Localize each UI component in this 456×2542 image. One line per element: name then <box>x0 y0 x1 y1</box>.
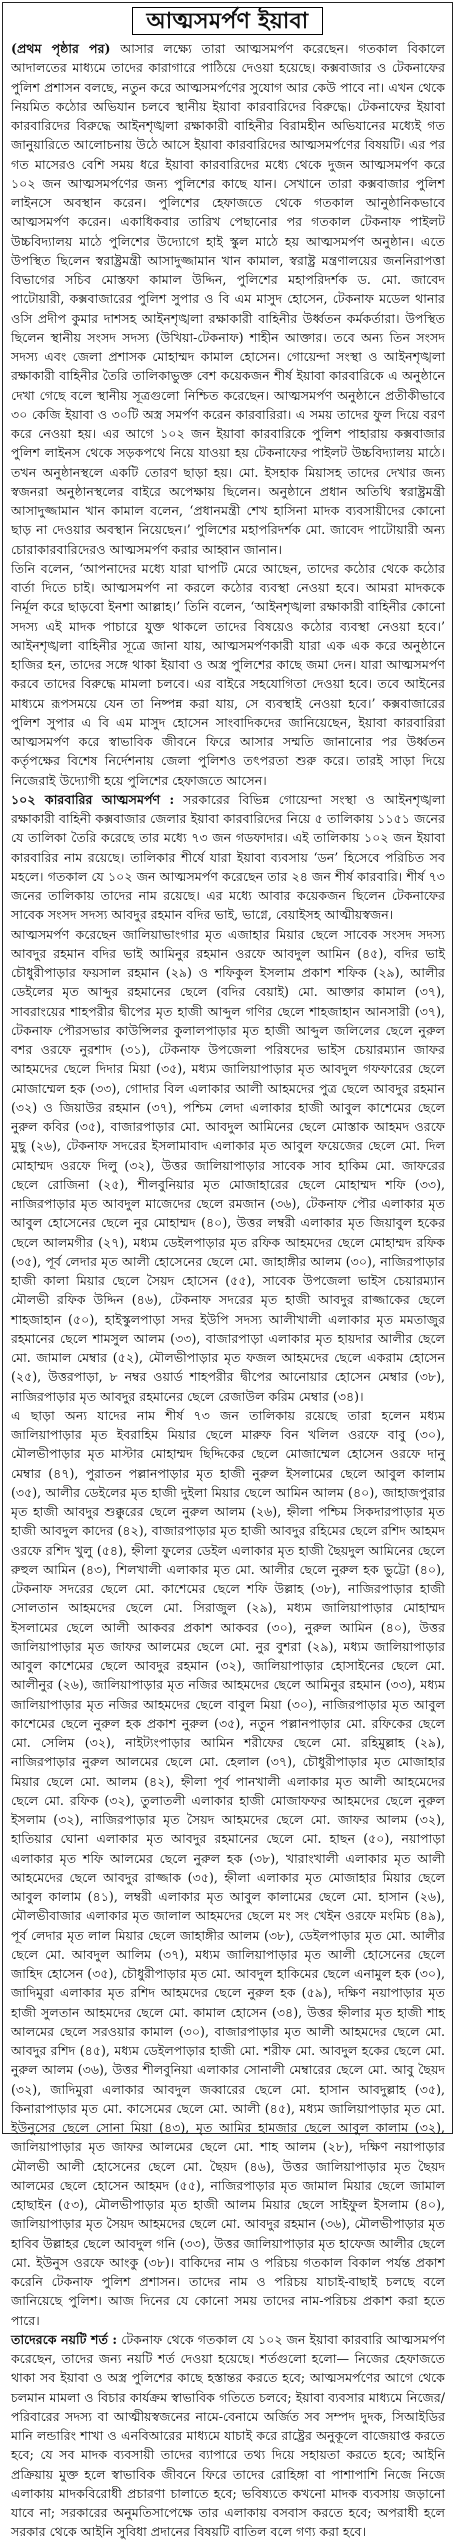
article-paragraph <box>11 559 445 790</box>
paragraph-text: আসার লক্ষ্যে তারা আত্মসমর্পণ করেছেন। গতকাল বিকালে আদালতের মাধ্যমে তাদের কারাগারে পাঠিয়ে দেওয়া হয়েছে। কক্সবাজার ও টেকনাফের পুলিশ প্রশাসন বলছে, নতুন করে আত্মসমর্পণের সুযোগ আর কেউ পাবে না। এখন থেকে নিয়মিত কঠোর অভিযান চলবে স্থানীয় ইয়াবা কারবারিদের বিরুদ্ধে। টেকনাফের ইয়াবা কারবারিদের বিরুদ্ধে আইনশৃঙ্খলা রক্ষাকারী বাহিনীর বিরামহীন অভিযানের মধ্যেই গত জানুয়ারিতে আলোচনায় উঠে আসে ইয়াবা কারবারিদের আত্মসমর্পণের বিষয়টি। এর পর গত মাসেরও বেশি সময় ধরে ইয়াবা কারবারিদের মধ্যে থেকে দুজন আত্মসমর্পণ করে ১০২ জন আত্মসমর্পণের জন্য পুলিশের কাছে যান। সেখানে তারা কক্সবাজার পুলিশ লাইনসে অবস্থান করেন। পুলিশের হেফাজতে থেকে গতকাল আনুষ্ঠানিকভাবে আত্মসমর্পণ করেন। একাধিকবার তারিখ পেছানোর পর গতকাল টেকনাফ পাইলট উচ্চবিদ্যালয় মাঠে পুলিশের উদ্যোগে হাই স্কুল মাঠে হয় আত্মসমর্পণ অনুষ্ঠান। এতে উপস্থিত ছিলেন স্বরাষ্ট্রমন্ত্রী আসাদুজ্জামান খান কামাল, স্বরাষ্ট্র মন্ত্রণালয়ের জননিরাপত্তা বিভাগের সচিব মোস্তফা কামাল উদ্দিন, পুলিশের মহাপরিদর্শক ড. মো. জাবেদ পাটোয়ারী, কক্সবাজারের পুলিশ সুপার ও বি এম মাসুদ হোসেন, টেকনাফ মডেল থানার ওসি প্রদীপ কুমার দাশসহ আইনশৃঙ্খলা রক্ষাকারী বাহিনীর উর্ধ্বতন কর্মকর্তারা। উপস্থিত ছিলেন স্থানীয় সংসদ সদস্য (উখিয়া-টেকনাফ) শাহীন আক্তার। তবে অন্য তিন সংসদ সদস্য এবং জেলা প্রশাসক মোহাম্মদ কামাল হোসেন। গোয়েন্দা সংস্থা ও আইনশৃঙ্খলা রক্ষাকারী বাহিনীর তৈরি তালিকাভুক্ত বেশ কয়েকজন শীর্ষ ইয়াবা কারবারিকে এ অনুষ্ঠানে দেখা গেছে বলে স্থানীয় সূত্রগুলো নিশ্চিত করেছেন। আত্মসমর্পণ অনুষ্ঠানে প্রতীকীভাবে ৩০ কেজি ইয়াবা ও ৩০টি অস্ত্র সমর্পণ করেন কারবারিরা। এ সময় তাদের ফুল দিয়ে বরণ করে নেওয়া হয়। এর আগে ১০২ জন ইয়াবা কারবারিকে পুলিশ পাহারায় কক্সবাজার পুলিশ লাইনস থেকে সড়কপথে নিয়ে যাওয়া হয় টেকনাফের পাইলট উচ্চবিদ্যালয় মাঠে। তখন অনুষ্ঠানস্থলে একটি তোরণ ছাড়া হয়। মো. ইসহাক মিয়াসহ তাদের দেখার জন্য স্বজনরা অনুষ্ঠানস্থলের বাইরে অপেক্ষায় ছিলেন। অনুষ্ঠানে প্রধান অতিথি স্বরাষ্ট্রমন্ত্রী আসাদুজ্জামান খান কামাল বলেন, ‘প্রধানমন্ত্রী শেখ হাসিনা মাদক ব্যবসায়ীদের কোনো ছাড় না দেওয়ার অবস্থান নিয়েছেন।’ পুলিশের মহাপরিদর্শক মো. জাবেদ পাটোয়ারী অন্য চোরাকারবারিদেরও আত্মসমর্পণ করার আহ্বান জানান। <box>11 41 445 557</box>
paragraph-text: এ ছাড়া অন্য যাদের নাম শীর্ষ ৭৩ জন তালিকায় রয়েছে তারা হলেন মধ্যম জালিয়াপাড়ার মৃত ইবরাহিম মিয়ার ছেলে মারুফ বিন খলিল ওরফে বাবু (৩০), মৌলভীপাড়ার মৃত মাস্টার মোহাম্মদ ছিদ্দিকের ছেলে মোজাম্মেল হোসেন ওরফে দানু মেম্বার (৪৭), পুরাতন পল্লানপাড়ার মৃত হাজী নুরুল ইসলামের ছেলে আবুল কালাম (৩৫), আলীর ডেইলের মৃত হাজী দুইলা মিয়ার ছেলে আমিন আলম (৪০), জাহাজপুরার মৃত হাজী আবদুর শুক্কুরের ছেলে নুরুল আলম (২৬), হ্নীলা পশ্চিম সিকদারপাড়ার মৃত হাজী আবদুল কাদের (৪২), বাজারপাড়ার মৃত হাজী আবদুর রহিমের ছেলে রশিদ আহমদ ওরফে রশিদ খুলু (৫৪), হ্নীলা ফুলের ডেইল এলাকার মৃত হাজী ছৈয়দুল আমিনের ছেলে রুহুল আমিন (৪৩), শিলখালী এলাকার মৃত মো. আলীর ছেলে নুরুল হক ভুট্টো (৪০), টেকনাফ সদরের ছেলে মো. কাশেমের ছেলে শফি উল্লাহ (৩৮), নাজিরপাড়ার হাজী সোলতান আহমদের ছেলে মো. সিরাজুল (২৯), মধ্যম জালিয়াপাড়ার মোহাম্মদ ইসলামের ছেলে আলী আকবর প্রকাশ আকবর (৩০), নুরুল আমিন (৪০), উত্তর জালিয়াপাড়ার মৃত জাফর আলমের ছেলে মো. নুর বুশরা (২৯), মধ্যম জালিয়াপাড়ার আবুল কাশেমের ছেলে আবদুর রহমান (৩২), জালিয়াপাড়ার হোসাইনের ছেলে মো. আলীনুর (২৬), জালিয়াপাড়ার মৃত নজির আহমদের ছেলে আমিনুর রহমান (৩৩), মধ্যম জালিয়াপাড়ার মৃত নজির আহমদের ছেলে বাবুল মিয়া (৩০), নাজিরপাড়ার মৃত আবুল কাশেমের ছেলে নুরুল হক প্রকাশ নুরুল (৩৫), নতুন পল্লানপাড়ার মো. রফিকের ছেলে মো. সেলিম (৩২), নাইট্যংপাড়ার আমিন শরীফের ছেলে মো. রহিমুল্লাহ (২৯), নাজিরপাড়ার নুরুল আলমের ছেলে মো. হেলাল (৩৭), চৌধুরীপাড়ার মৃত মোজাহার মিয়ার ছেলে মো. আলম (৪২), হ্নীলা পূর্ব পানখালী এলাকার মৃত আলী আহমেদের ছেলে মো. রফিক (৩২), তুলাতলী এলাকার হাজী মোজাফফর আহমদের ছেলে নুরুল ইসলাম (৩২), নাজিরপাড়ার মৃত সৈয়দ আহমদের ছেলে মো. জাফর আলম (৩২), হাতিয়ার ঘোনা এলাকার মৃত আবদুর রহমানের ছেলে মো. হাছন (৫০), নয়াপাড়া এলাকার মৃত শফি আলমের ছেলে নুরুল হক (৩৮), খারাংখালী এলাকার মৃত আলী আহমেদের ছেলে আবদুর রাজ্জাক (৩৫), হ্নীলা এলাকার মৃত মোজাহার মিয়ার ছেলে আবুল কালাম (৪১), লম্বরী এলাকার মৃত আবুল কালামের ছেলে মো. হাসান (২৬), মৌলভীবাজার এলাকার মৃত জালাল আহমদের ছেলে মং সং খেইন ওরফে মংমিচ (৪৯), পূর্ব লেদার মৃত লাল মিয়ার ছেলে জাহাঙ্গীর আলম (৩৮), ডেইলপাড়ার মৃত মো. আলীর ছেলে মো. আবদুল আলিম (৩৭), মধ্যম জালিয়াপাড়ার মৃত আলী হোসেনের ছেলে জাহিদ হোসেন (৩৫), চৌধুরীপাড়ার মৃত মো. আবদুল হাকিমের ছেলে এনামুল হক (৩০), জাদিমুরা এলাকার মৃত রশিদ আহমদের ছেলে নুরুল হক (৫৯), দক্ষিণ নয়াপাড়ার মৃত হাজী সুলতান আহমদের ছেলে মো. কামাল হোসেন (৩৪), উত্তর হ্নীলার মৃত হাজী শাহ আলমের ছেলে সরওয়ার কামাল (৩০), বাজারপাড়ার মৃত আলী আহমদের ছেলে মো. আবদুর রশিদ (৪৫), মধ্যম ডেইলপাড়ার হাজী মো. শরীফ মো. আবদুল হকের ছেলে মো. নুরুল আলম (৩৬), উত্তর শীলবুনিয়া এলাকার সোনালী মেম্বারের ছেলে মো. আবু ছৈয়দ (৩২), জাদিমুরা এলাকার আবদুল জব্বারের ছেলে মো. হাসান আবদুল্লাহ (৩৫), কিনারাপাড়ার মৃত মো. কাসেমের ছেলে মো. আলী (৪৫), মধ্যম জালিয়াপাড়ার মৃত মো. ইউনুসের ছেলে সোনা মিয়া (৪৩), মৃত আমির হামজার ছেলে আবুল কালাম (৩২), জালিয়াপাড়ার মৃত জাফর আলমের ছেলে মো. শাহ আলম (২৮), দক্ষিণ নয়াপাড়ার মৌলভী আলী হোসেনের ছেলে মো. ছৈয়দ (৪৬), উত্তর জালিয়াপাড়ার মৃত ছৈয়দ আলমের ছেলে হোসেন আহমদ (৫৫), নাজিরপাড়ার মৃত জামাল মিয়ার ছেলে জামাল হোছাইন (৫৩), মৌলভীপাড়ার মৃত হাজী আলম মিয়ার ছেলে সাইফুল ইসলাম (৪০), জালিয়াপাড়ার মৃত সৈয়দ আহমদের ছেলে মো. আবদুর রহমান (৩৬), মৌলভীপাড়ার মৃত হাবিব উল্লাহর ছেলে আবদুল গনি (৩৩), উত্তর জালিয়াপাড়ার মৃত হাফেজ আলীর ছেলে মো. ইউনুস ওরফে আংকু (৩৮)। বাকিদের নাম ও পরিচয় গতকাল বিকাল পর্যন্ত প্রকাশ করেনি টেকনাফ পুলিশ প্রশাসন। তাদের নাম ও পরিচয় যাচাই-বাছাই চলছে বলে জানিয়েছে পুলিশ। আজ দিনের যে কোনো সময় তাদের নাম-পরিচয় প্রকাশ করা হতে পারে। <box>11 1407 445 2328</box>
article-paragraph <box>11 39 445 559</box>
paragraph-text: টেকনাফ থেকে গতকাল যে ১০২ জন ইয়াবা কারবারি আত্মসমর্পণ করেছেন, তাদের জন্য নয়টি শর্ত দেওয়া হয়েছে। শর্তগুলো হলো— নিজের হেফাজতে থাকা সব ইয়াবা ও অস্ত্র পুলিশের কাছে হস্তান্তর করতে হবে; আত্মসমর্পণের আগে থেকে চলমান মামলা ও বিচার কার্যক্রম স্বাভাবিক গতিতে চলবে; ইয়াবা ব্যবসার মাধ্যমে নিজের/পরিবারের সদস্য বা আত্মীয়স্বজনের নামে-বেনামে অর্জিত সব সম্পদ দুদক, সিআইডির মানি লন্ডারিং শাখা ও এনবিআরের মাধ্যমে যাচাই করে রাষ্ট্রের অনুকূলে বাজেয়াপ্ত করতে হবে; যে সব মাদক ব্যবসায়ী তাদের ব্যাপারে তথ্য দিয়ে সহায়তা করতে হবে; আইনি প্রক্রিয়ায় মুক্ত হলে স্বাভাবিক জীবনে ফিরে তাদের রোহিঙ্গা বা পাশাপাশি নিজে নিজে এলাকায় মাদকবিরোধী প্রচারণা চালাতে হবে; ভবিষ্যতে কখনো মাদক ব্যবসায় জড়ানো যাবে না; সরকারের অনুমতিসাপেক্ষে তার এলাকায় বসবাস করতে হবে; অপরাধী হলে সরকার থেকে আইনি সুবিধা প্রদানের বিষয়টি বাতিল বলে গণ্য করা হবে। <box>11 2331 445 2540</box>
paragraph-text: সরকারের বিভিন্ন গোয়েন্দা সংস্থা ও আইনশৃঙ্খলা রক্ষাকারী বাহিনী কক্সবাজার জেলার ইয়াবা কারবারিদের নিয়ে ৫ তালিকায় ১১৫১ জনের যে তালিকা তৈরি করেছে তার মধ্যে ৭৩ জন গডফাদার। এই তালিকায় ১০২ জন ইয়াবা কারবারির নাম রয়েছে। তালিকার শীর্ষে যারা ইয়াবা ব্যবসায় ‘ডন’ হিসেবে পরিচিত সব মহলে। গতকাল যে ১০২ জন আত্মসমর্পণ করেছেন তার ২৪ জন শীর্ষ কারবারি। শীর্ষ ৭৩ জনের তালিকায় তাদের নাম রয়েছে। এর মধ্যে আবার কয়েকজন ছিলেন টেকনাফের সাবেক সংসদ সদস্য আবদুর রহমান বদির ভাই, ভাগ্নে, বেয়াইসহ আত্মীয়স্বজন। <box>11 791 445 923</box>
section-subhead: তাদেরকে নয়টি শর্ত : <box>11 2331 118 2347</box>
paragraph-text: আত্মসমর্পণ করেছেন জালিয়াভাংগার মৃত এজাহার মিয়ার ছেলে সাবেক সংসদ সদস্য আবদুর রহমান বদির ভাই আমিনুর রহমান ওরফে আবদুল আমিন (৪৫), বদির ভাই চৌধুরীপাড়ার ফয়সাল রহমান (২৯) ও শফিকুল ইসলাম প্রকাশ শফিক (২৯), আলীর ডেইলের মৃত আব্দুর রহমানের ছেলে (বদির বেয়াই) মো. আক্তার কামাল (৩৭), সাবরাংয়ের শাহপরীর দ্বীপের মৃত হাজী আব্দুল গণির ছেলে শাহজাহান আনসারী (৩৭), টেকনাফ পৌরসভার কাউন্সিলর কুলালপাড়ার মৃত হাজী আব্দুল জলিলের ছেলে নুরুল বশর ওরফে নুরশাদ (৩১), টেকনাফ উপজেলা পরিষদের ভাইস চেয়ারম্যান জাফর আহমদের ছেলে দিদার মিয়া (৩৫), মধ্যম জালিয়াপাড়ার মৃত আবদুল গফফারের ছেলে মোজাম্মেল হক (৩৩), গোদার বিল এলাকার আলী আহমদের পুত্র ছেলে আবদুর রহমান (৩২) ও জিয়াউর রহমান (৩৭), পশ্চিম লেদা এলাকার হাজী আবুল কাশেমের ছেলে নুরুল কবির (৩৫), বাজারপাড়ার মো. আবদুল আমিনের ছেলে মোস্তাক আহমদ ওরফে মুছু (২৬), টেকনাফ সদরের ইসলামাবাদ এলাকার মৃত আবুল ফয়েজের ছেলে মো. দিল মোহাম্মদ ওরফে দিলু (৩২), উত্তর জালিয়াপাড়ার সাবেক সাব হাকিম মো. জাফরের ছেলে রোজিনা (২৫), শীলবুনিয়ার মৃত মোজাহারের ছেলে মোহাম্মদ শফি (৩৩), নাজিরপাড়ার মৃত আবদুল মাজেদের ছেলে রমজান (৩৬), টেকনাফ পৌর এলাকার মৃত আবুল হোসেনের ছেলে নুর মোহাম্মদ (৪০), উত্তর লম্বরী এলাকার মৃত জিয়াবুল হকের ছেলে আলমগীর (২৭), মধ্যম ডেইলপাড়ার মৃত রফিক আহমদের ছেলে মোহাম্মদ রফিক (৩৫), পূর্ব লেদার মৃত আলী হোসেনের ছেলে মো. জাহাঙ্গীর আলম (৩০), নাজিরপাড়ার হাজী কালা মিয়ার ছেলে সৈয়দ হোসেন (৫৫), সাবেক উপজেলা ভাইস চেয়ারম্যান মৌলভী রফিক উদ্দিন (৪৬), টেকনাফ সদরের মৃত হাজী আবদুর রাজ্জাকের ছেলে শাহজাহান (৫০), হাইস্কুলপাড়া সদর ইউপি সদস্য আলীখালী এলাকার মৃত মমতাজুর রহমানের ছেলে শামসুল আলম (৩৩), বাজারপাড়া এলাকার মৃত হায়দার আলীর ছেলে মো. জামাল মেম্বার (৫২), মৌলভীপাড়ার মৃত ফজল আহমদের ছেলে একরাম হোসেন (২৫), উত্তরপাড়া, ৮ নম্বর ওয়ার্ড শাহপরীর দ্বীপের আনোয়ার হোসেন মেম্বার (৩৮), নাজিরপাড়ার মৃত আবদুর রহমানের ছেলে রেজাউল করিম মেম্বার (৩৪)। <box>11 926 445 1404</box>
newspaper-clipping <box>2 2 453 2540</box>
section-subhead: ১০২ কারবারির আত্মসমর্পণ : <box>11 791 175 807</box>
paragraph-text: তিনি বলেন, ‘আপনাদের মধ্যে যারা ঘাপটি মেরে আছেন, তাদের কঠোর থেকে কঠোর বার্তা দিতে চাই। আত্মসমর্পণ না করলে কঠোর ব্যবস্থা নেওয়া হবে। আমরা মাদককে নির্মূল করে ছাড়বো ইনশা আল্লাহ।’ তিনি বলেন, ‘আইনশৃঙ্খলা রক্ষাকারী বাহিনীর কোনো সদস্য এই মাদক পাচারে যুক্ত থাকলে তাদের বিষয়েও কঠোর ব্যবস্থা নেওয়া হবে।’ আইনশৃঙ্খলা বাহিনীর সূত্রে জানা যায়, আত্মসমর্পণকারী যারা এক এক করে অনুষ্ঠানে হাজির হন, তাদের সঙ্গে থাকা ইয়াবা ও অস্ত্র পুলিশের কাছে জমা দেন। যারা আত্মসমর্পণ করবে তাদের বিরুদ্ধে মামলা চলবে। এর বাইরে সহযোগিতা দেওয়া হবে। তবে আইনের মাধ্যমে রূপসময়ে যেন তা নিষ্পন্ন করা যায়, সে ব্যবস্থাই নেওয়া হবে।’ কক্সবাজারের পুলিশ সুপার এ বি এম মাসুদ হোসেন সাংবাদিকদের জানিয়েছেন, ইয়াবা কারবারিরা আত্মসমর্পণ করে স্বাভাবিক জীবনে ফিরে আসার সম্মতি জানানোর পর উর্ধ্বতন কর্তৃপক্ষের বিশেষ নির্দেশনায় জেলা পুলিশও তৎপরতা শুরু করে। তারই সাড়া দিয়ে নিজেরাই উদ্যোগী হয়ে পুলিশের হেফাজতে আসেন। <box>11 560 445 788</box>
continuation-tag: (প্রথম পৃষ্ঠার পর) <box>11 41 111 56</box>
headline-box <box>3 3 452 37</box>
article-paragraph <box>11 2330 445 2542</box>
article-paragraph <box>11 1406 445 2330</box>
article-paragraph <box>11 790 445 925</box>
article-body <box>3 37 452 2542</box>
headline: আত্মসমর্পণ ইয়াবা <box>132 7 324 35</box>
article-paragraph <box>11 925 445 1406</box>
